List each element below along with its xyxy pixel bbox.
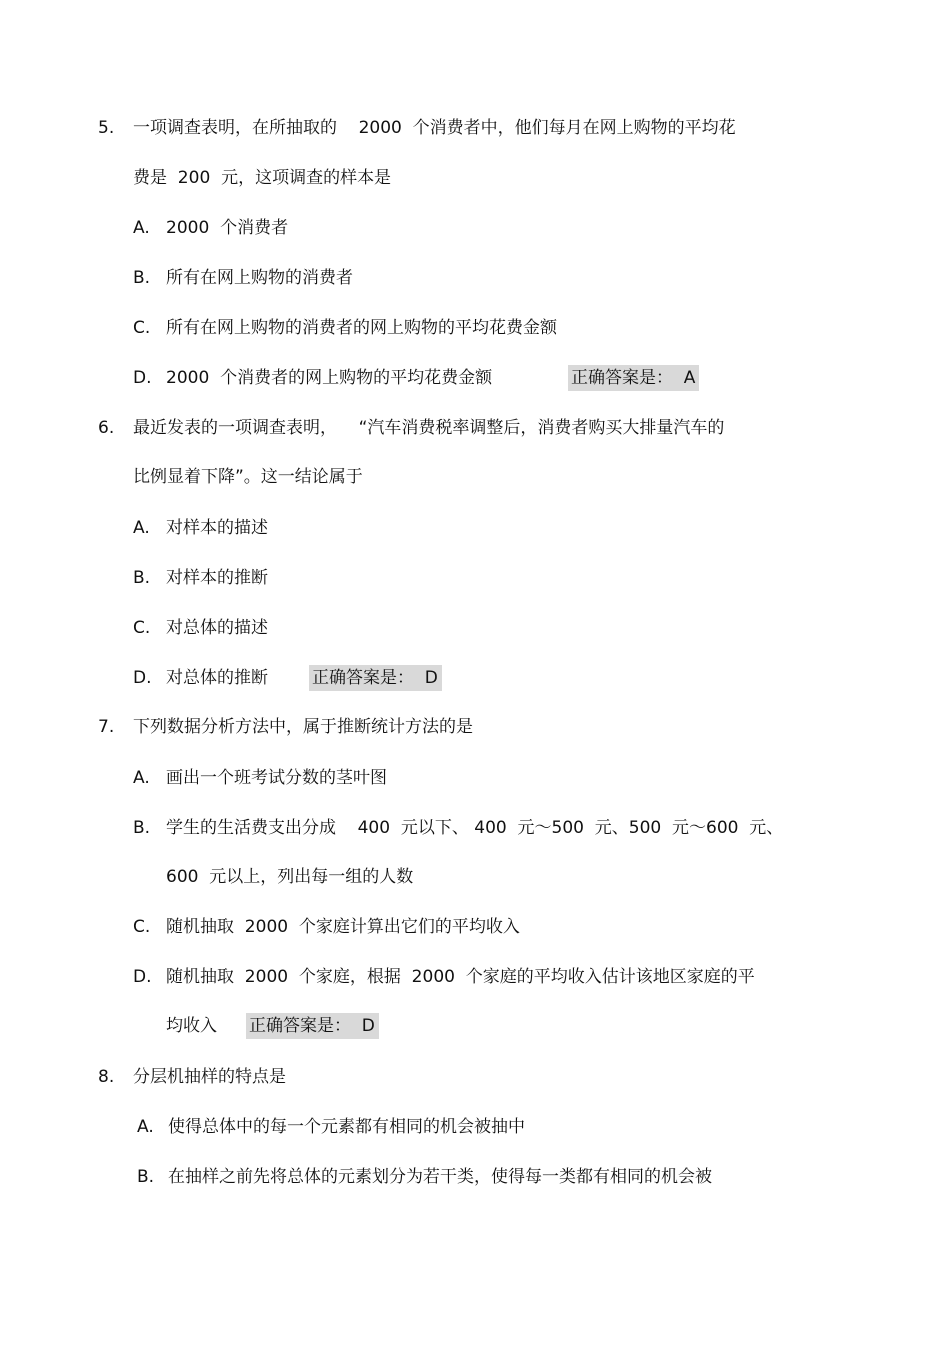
option-letter: C. <box>133 318 151 338</box>
option-text: 使得总体中的每一个元素都有相同的机会被抽中 <box>168 1117 525 1137</box>
option-letter: A. <box>133 518 150 538</box>
option-letter: C. <box>133 917 151 937</box>
option-text: 对样本的描述 <box>166 518 268 538</box>
option-text: 对总体的描述 <box>166 618 268 638</box>
question-number: 5. <box>98 118 115 138</box>
option-text: 2000 个消费者的网上购物的平均花费金额 <box>166 368 493 388</box>
correct-answer-badge: 正确答案是： A <box>568 365 699 391</box>
option-text-continued: 均收入 <box>166 1016 217 1036</box>
option-text: 画出一个班考试分数的茎叶图 <box>166 768 387 788</box>
option-letter: B. <box>137 1167 155 1187</box>
question-stem-line: 费是 200 元，这项调查的样本是 <box>133 168 392 188</box>
question-number: 7. <box>98 717 115 737</box>
option-letter: B. <box>133 268 151 288</box>
option-text: 随机抽取 2000 个家庭，根据 2000 个家庭的平均收入估计该地区家庭的平 <box>166 967 755 987</box>
option-text: 对样本的推断 <box>166 568 268 588</box>
correct-answer-badge: 正确答案是： D <box>309 665 442 691</box>
option-text-continued: 600 元以上，列出每一组的人数 <box>166 867 414 887</box>
option-text: 所有在网上购物的消费者的网上购物的平均花费金额 <box>166 318 557 338</box>
option-letter: D. <box>133 668 152 688</box>
question-number: 6. <box>98 418 115 438</box>
option-text: 对总体的推断 <box>166 668 268 688</box>
option-text: 所有在网上购物的消费者 <box>166 268 353 288</box>
question-stem-line: 分层机抽样的特点是 <box>133 1067 286 1087</box>
question-number: 8. <box>98 1067 115 1087</box>
question-stem-line: 最近发表的一项调查表明， “汽车消费税率调整后，消费者购买大排量汽车的 <box>133 418 725 438</box>
question-stem-line: 下列数据分析方法中，属于推断统计方法的是 <box>133 717 473 737</box>
option-letter: A. <box>133 218 150 238</box>
option-text: 在抽样之前先将总体的元素划分为若干类，使得每一类都有相同的机会被 <box>168 1167 712 1187</box>
option-text: 2000 个消费者 <box>166 218 289 238</box>
option-letter: B. <box>133 568 151 588</box>
option-letter: A. <box>137 1117 154 1137</box>
option-text: 随机抽取 2000 个家庭计算出它们的平均收入 <box>166 917 520 937</box>
option-letter: C. <box>133 618 151 638</box>
question-stem-line: 比例显着下降”。这一结论属于 <box>133 467 363 487</box>
option-letter: D. <box>133 967 152 987</box>
question-stem-line: 一项调查表明，在所抽取的 2000 个消费者中，他们每月在网上购物的平均花 <box>133 118 736 138</box>
option-text: 学生的生活费支出分成 400 元以下、 400 元～500 元、500 元～600 元、 <box>166 818 784 838</box>
option-letter: B. <box>133 818 151 838</box>
option-letter: D. <box>133 368 152 388</box>
option-letter: A. <box>133 768 150 788</box>
correct-answer-badge: 正确答案是： D <box>246 1013 379 1039</box>
